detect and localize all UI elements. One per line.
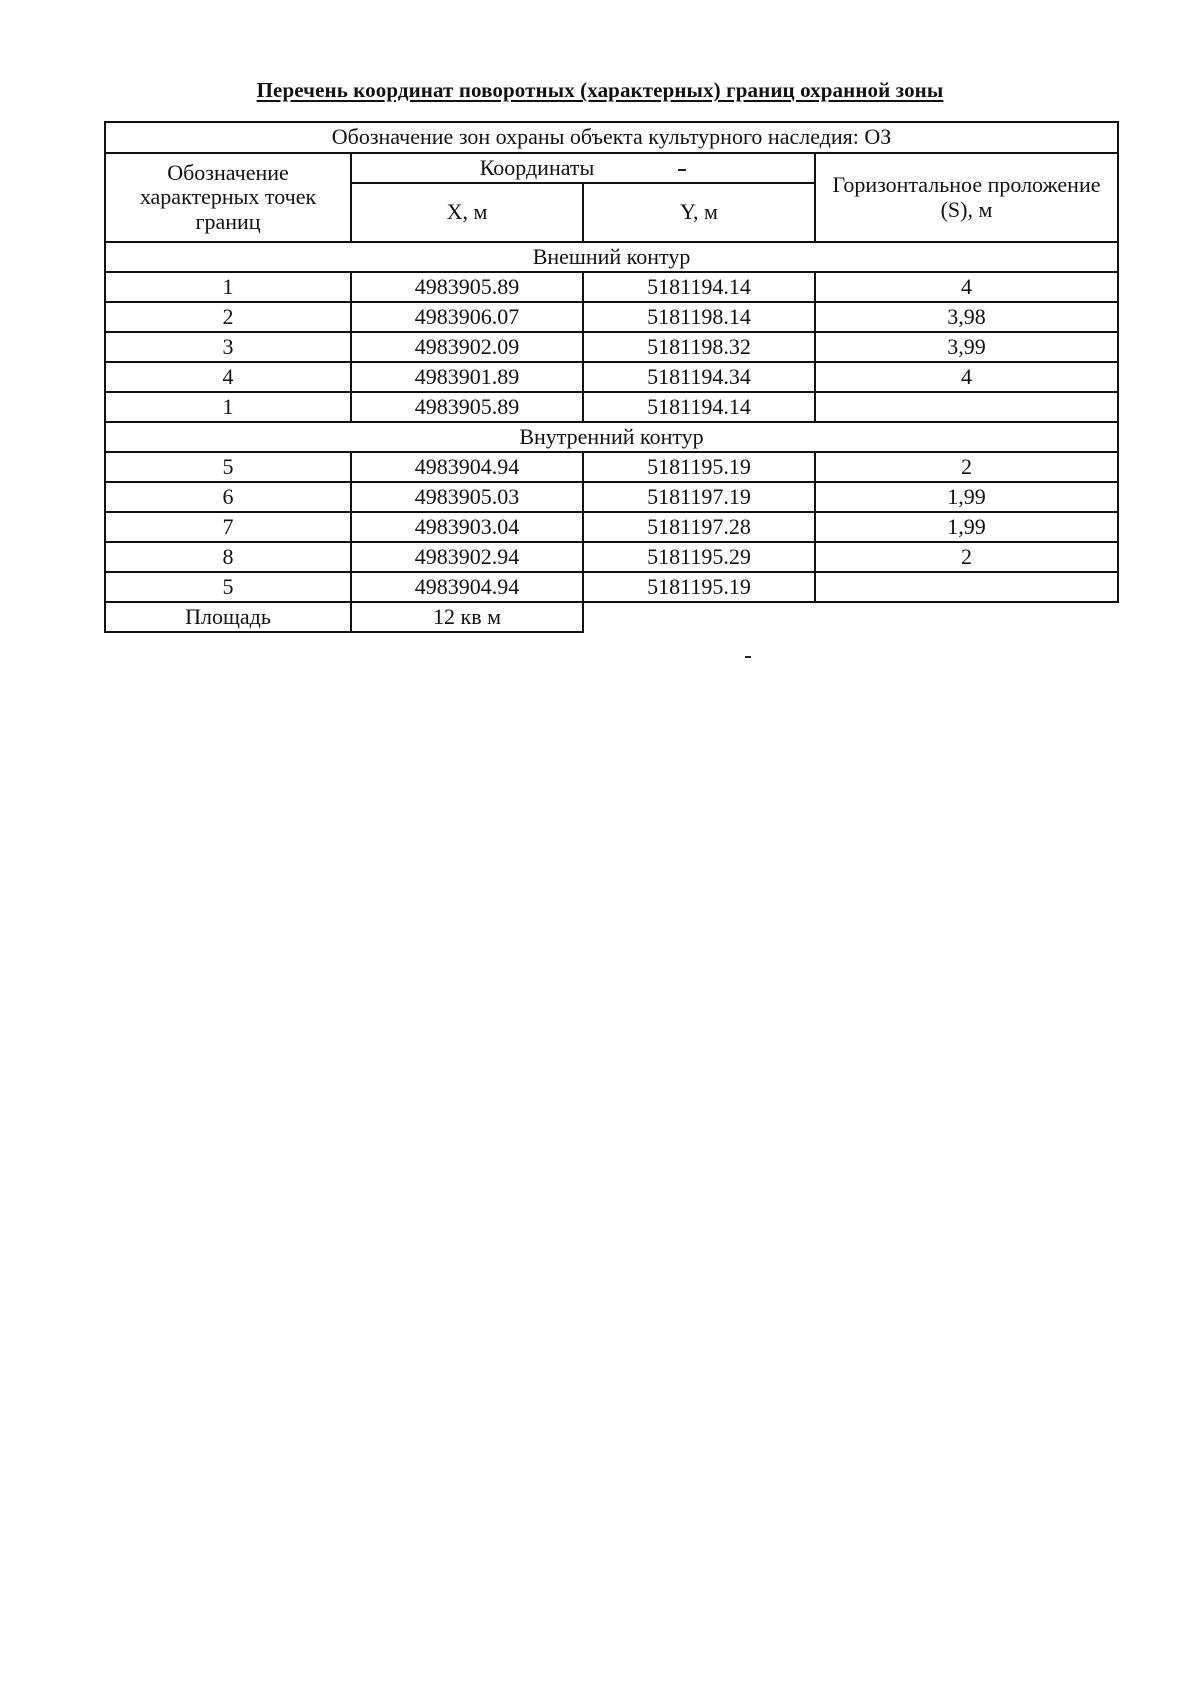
point-cell: 8 <box>105 542 351 572</box>
x-cell: 4983902.94 <box>351 542 583 572</box>
table-row <box>105 542 1118 572</box>
blank-cell <box>583 602 815 632</box>
y-cell: 5181194.34 <box>583 362 815 392</box>
table-row <box>105 332 1118 362</box>
s-cell <box>815 572 1118 602</box>
point-cell: 5 <box>105 452 351 482</box>
s-cell: 1,99 <box>815 482 1118 512</box>
header-dash-mark <box>678 169 686 171</box>
table-row <box>105 482 1118 512</box>
point-cell: 1 <box>105 272 351 302</box>
y-cell: 5181194.14 <box>583 272 815 302</box>
x-cell: 4983904.94 <box>351 452 583 482</box>
point-cell: 6 <box>105 482 351 512</box>
page-title: Перечень координат поворотных (характерных) границ охранной зоны <box>256 78 944 102</box>
y-cell: 5181195.19 <box>583 452 815 482</box>
x-column-header: X, м <box>351 183 583 242</box>
point-cell: 3 <box>105 332 351 362</box>
zone-caption: Обозначение зон охраны объекта культурного наследия: ОЗ <box>105 122 1118 153</box>
x-cell: 4983905.89 <box>351 392 583 422</box>
x-cell: 4983904.94 <box>351 572 583 602</box>
table-row <box>105 362 1118 392</box>
table-row <box>105 392 1118 422</box>
s-cell <box>815 392 1118 422</box>
y-column-header: Y, м <box>583 183 815 242</box>
s-cell: 4 <box>815 362 1118 392</box>
s-cell: 1,99 <box>815 512 1118 542</box>
point-cell: 4 <box>105 362 351 392</box>
section-title: Внутренний контур <box>105 422 1118 452</box>
s-cell: 2 <box>815 452 1118 482</box>
x-cell: 4983901.89 <box>351 362 583 392</box>
y-cell: 5181195.19 <box>583 572 815 602</box>
x-cell: 4983905.89 <box>351 272 583 302</box>
section-row-inner <box>105 422 1118 452</box>
table-row <box>105 302 1118 332</box>
coordinates-header <box>351 153 815 183</box>
y-cell: 5181194.14 <box>583 392 815 422</box>
point-cell: 5 <box>105 572 351 602</box>
s-cell: 2 <box>815 542 1118 572</box>
point-column-header: Обозначение характерных точек границ <box>105 153 351 242</box>
x-cell: 4983903.04 <box>351 512 583 542</box>
coordinates-header-label: Координаты <box>479 154 595 180</box>
point-cell: 1 <box>105 392 351 422</box>
point-cell: 2 <box>105 302 351 332</box>
y-cell: 5181197.19 <box>583 482 815 512</box>
section-title: Внешний контур <box>105 242 1118 272</box>
area-value: 12 кв м <box>351 602 583 632</box>
y-cell: 5181195.29 <box>583 542 815 572</box>
s-cell: 3,99 <box>815 332 1118 362</box>
stray-dash-mark <box>745 656 751 658</box>
blank-cell <box>815 602 1118 632</box>
point-cell: 7 <box>105 512 351 542</box>
table-row <box>105 572 1118 602</box>
y-cell: 5181198.14 <box>583 302 815 332</box>
coordinates-table <box>104 121 1119 633</box>
area-row <box>105 602 1118 632</box>
s-cell: 4 <box>815 272 1118 302</box>
header-row <box>105 153 1118 183</box>
section-row-outer <box>105 242 1118 272</box>
table-row <box>105 512 1118 542</box>
y-cell: 5181197.28 <box>583 512 815 542</box>
x-cell: 4983906.07 <box>351 302 583 332</box>
table-row <box>105 272 1118 302</box>
x-cell: 4983905.03 <box>351 482 583 512</box>
table-row <box>105 452 1118 482</box>
zone-caption-row <box>105 122 1118 153</box>
y-cell: 5181198.32 <box>583 332 815 362</box>
area-label: Площадь <box>105 602 351 632</box>
s-cell: 3,98 <box>815 302 1118 332</box>
s-column-header: Горизонтальное проложение (S), м <box>815 153 1118 242</box>
x-cell: 4983902.09 <box>351 332 583 362</box>
